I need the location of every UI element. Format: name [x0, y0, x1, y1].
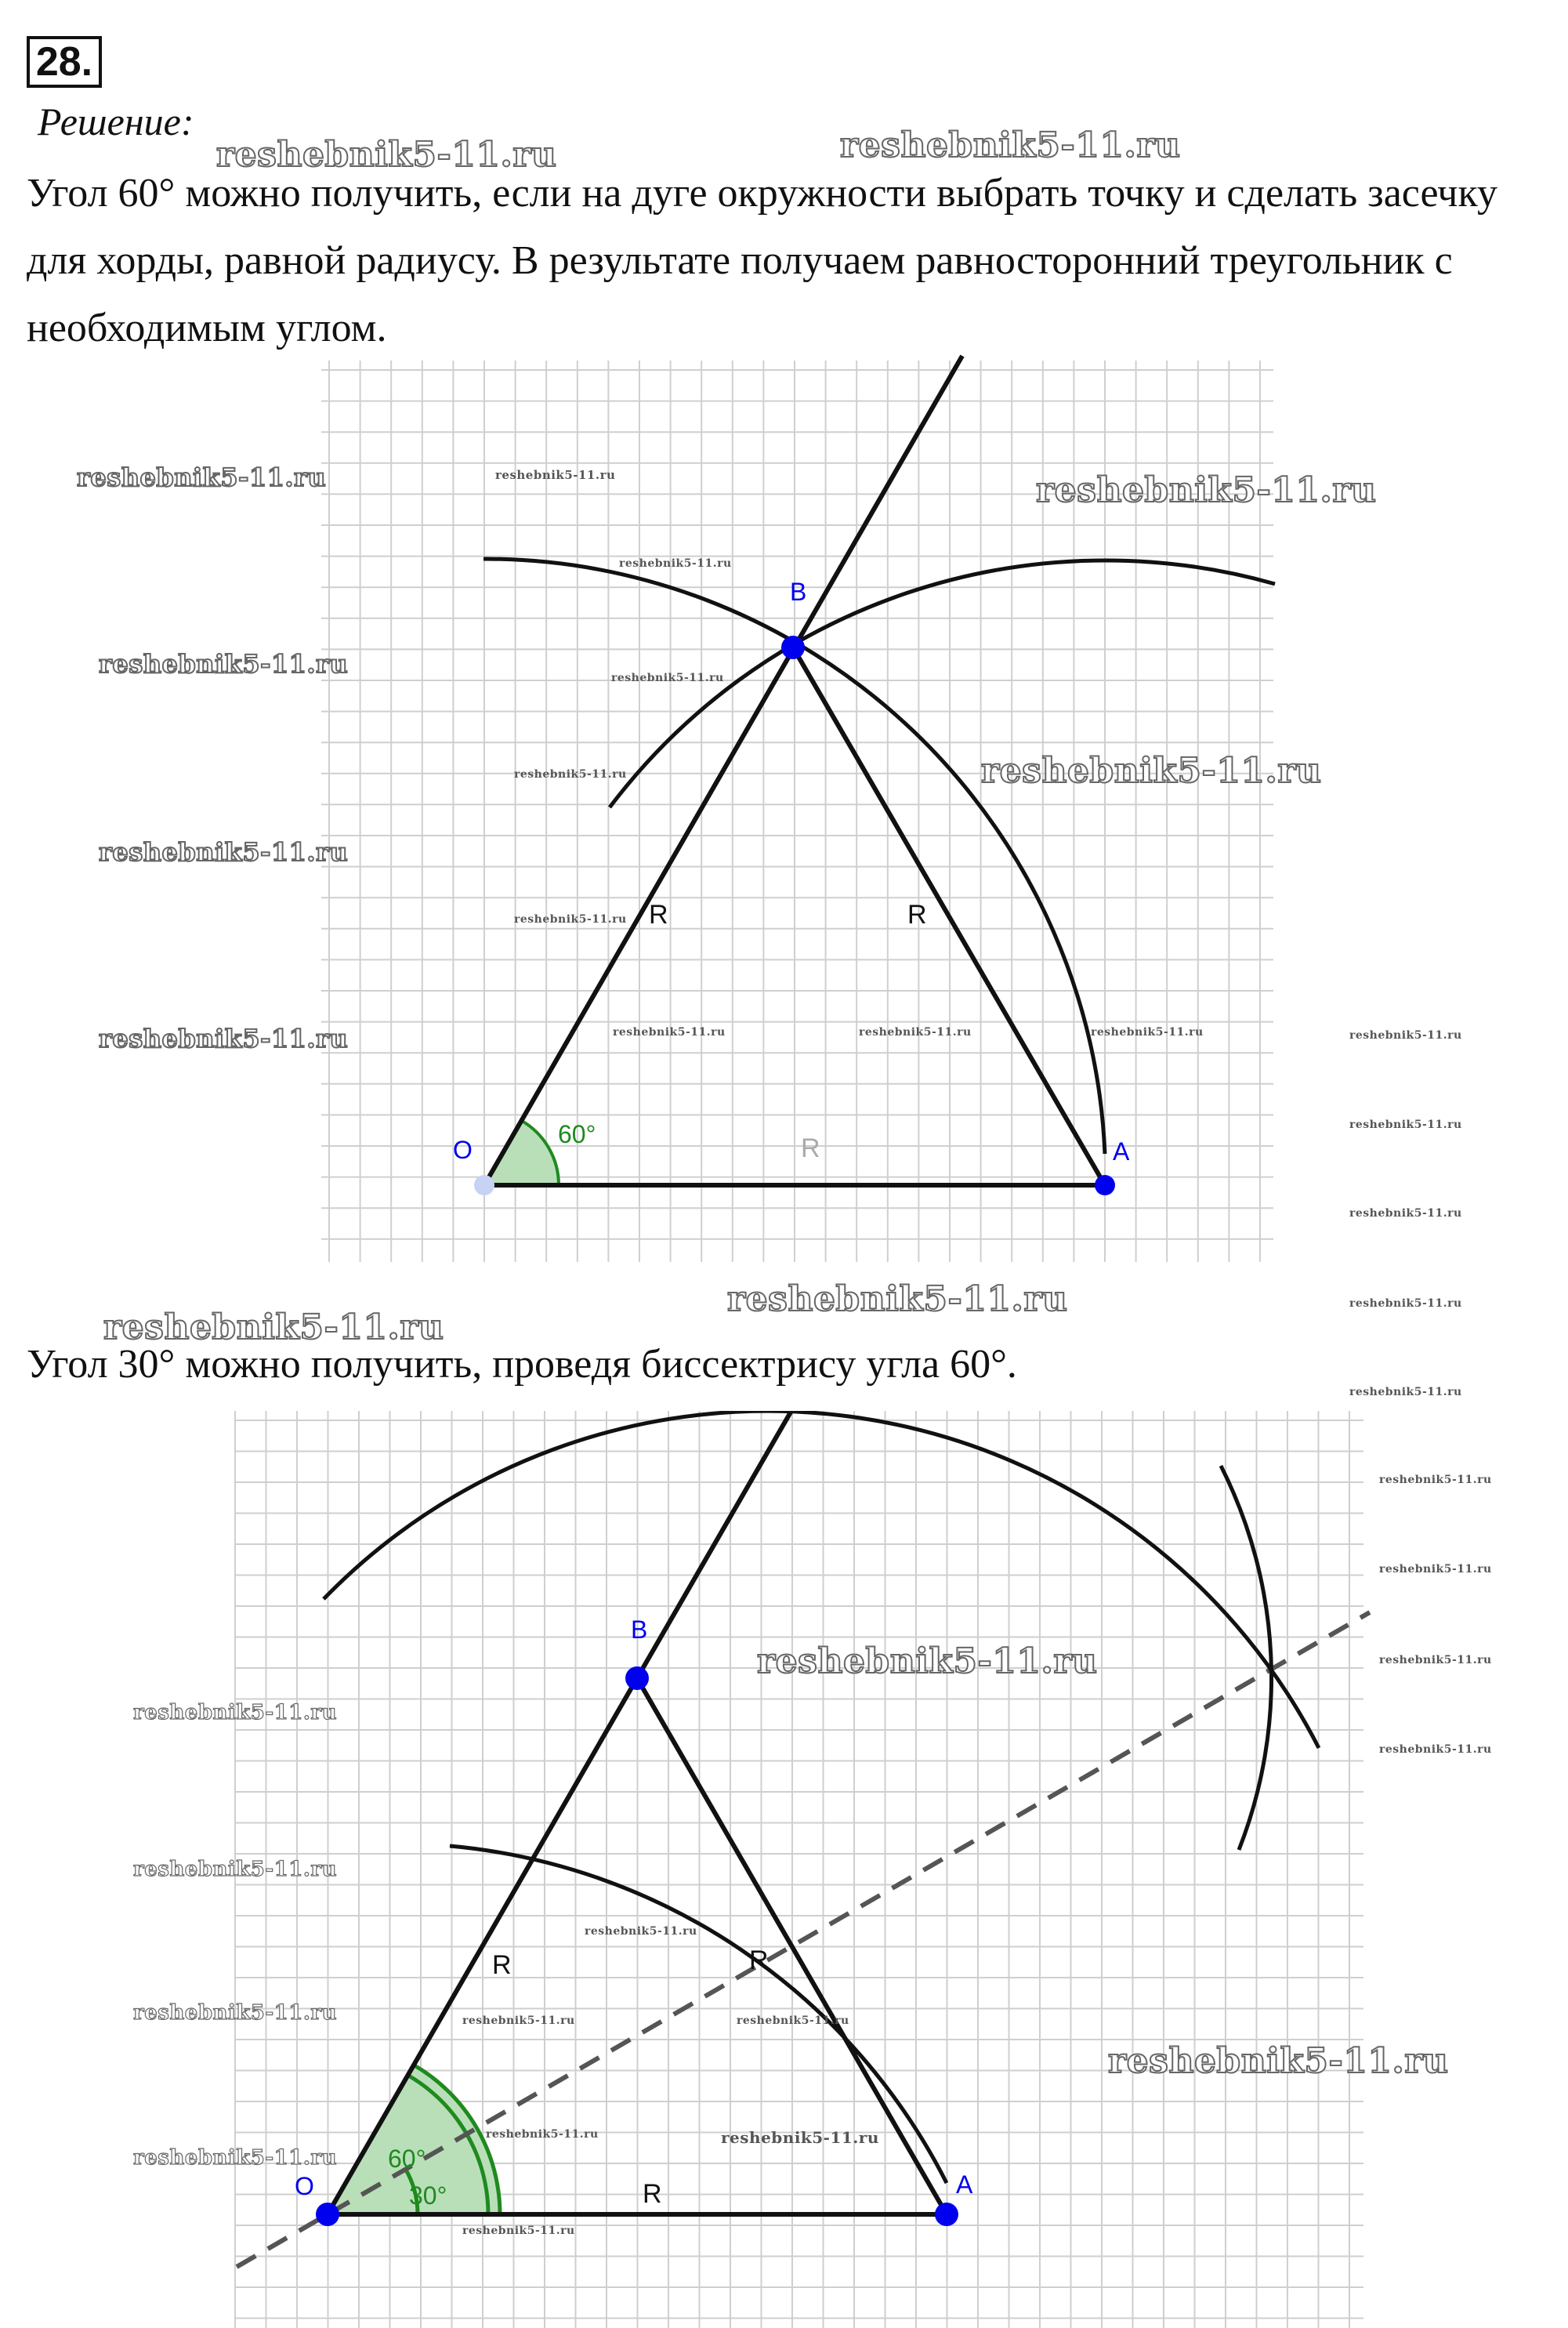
watermark-text: reshebnik5-11.ru	[1349, 1029, 1462, 1042]
watermark-text: reshebnik5-11.ru	[514, 913, 627, 926]
watermark-text: reshebnik5-11.ru	[133, 1701, 338, 1724]
watermark-text: reshebnik5-11.ru	[514, 768, 627, 781]
watermark-text: reshebnik5-11.ru	[859, 1026, 972, 1039]
watermark-text: reshebnik5-11.ru	[1036, 470, 1377, 510]
watermark-text: reshebnik5-11.ru	[840, 125, 1181, 165]
watermark-text: reshebnik5-11.ru	[77, 462, 327, 492]
label-R-AB: R	[907, 900, 927, 930]
angle-60-sector	[484, 1121, 559, 1185]
label-R-OA: R	[801, 1133, 820, 1163]
point-O	[316, 2203, 339, 2226]
watermark-text: reshebnik5-11.ru	[981, 751, 1322, 791]
label-O: O	[453, 1136, 473, 1164]
watermark-text: reshebnik5-11.ru	[757, 1641, 1098, 1681]
label-B: B	[631, 1615, 648, 1644]
watermark-text: reshebnik5-11.ru	[611, 672, 724, 684]
watermark-text: reshebnik5-11.ru	[613, 1026, 726, 1039]
point-O	[474, 1175, 494, 1195]
watermark-text: reshebnik5-11.ru	[737, 2014, 849, 2027]
watermark-text: reshebnik5-11.ru	[99, 837, 349, 867]
watermark-text: reshebnik5-11.ru	[1349, 1297, 1462, 1310]
point-A	[935, 2203, 958, 2226]
point-A	[1095, 1175, 1115, 1195]
label-R-AB: R	[749, 1945, 769, 1975]
watermark-text: reshebnik5-11.ru	[727, 1279, 1068, 1319]
watermark-text: reshebnik5-11.ru	[99, 1024, 349, 1053]
watermark-text: reshebnik5-11.ru	[133, 2146, 338, 2170]
watermark-text: reshebnik5-11.ru	[133, 2001, 338, 2025]
watermark-text: reshebnik5-11.ru	[216, 135, 557, 175]
label-R-OA: R	[643, 2179, 662, 2209]
watermark-text: reshebnik5-11.ru	[486, 2128, 599, 2141]
watermark-text: reshebnik5-11.ru	[495, 468, 616, 482]
label-R-OB: R	[649, 900, 668, 930]
watermark-text: reshebnik5-11.ru	[1349, 1119, 1462, 1131]
watermark-text: reshebnik5-11.ru	[1349, 1386, 1462, 1398]
watermark-text: reshebnik5-11.ru	[1379, 1474, 1492, 1486]
watermark-text: reshebnik5-11.ru	[1379, 1563, 1492, 1576]
problem-number: 28.	[27, 36, 102, 88]
label-angle-30: 30°	[409, 2181, 447, 2210]
watermark-text: reshebnik5-11.ru	[1091, 1026, 1204, 1039]
label-A: A	[1113, 1137, 1130, 1166]
watermark-text: reshebnik5-11.ru	[462, 2014, 575, 2027]
label-R-OB: R	[492, 1950, 512, 1980]
paragraph-60-degree: Угол 60° можно получить, если на дуге окружности выбрать точку и сделать засечку для хорды, равной радиусу. В результате получаем равносторонний треугольник с необходимым углом.	[27, 171, 1497, 350]
solution-label: Решение:	[38, 100, 194, 143]
watermark-text: reshebnik5-11.ru	[619, 557, 732, 570]
label-angle-60: 60°	[558, 1120, 596, 1148]
paragraph-30-degree: Угол 30° можно получить, проведя биссектрису угла 60°.	[27, 1342, 1017, 1387]
label-B: B	[790, 578, 807, 606]
watermark-text: reshebnik5-11.ru	[1379, 1654, 1492, 1666]
label-O: O	[295, 2172, 314, 2200]
watermark-text: reshebnik5-11.ru	[1108, 2041, 1449, 2081]
watermark-text: reshebnik5-11.ru	[133, 1858, 338, 1881]
watermark-text: reshebnik5-11.ru	[99, 649, 349, 679]
point-B	[625, 1666, 649, 1690]
watermark-text: reshebnik5-11.ru	[462, 2225, 575, 2237]
arc-center-A	[324, 1411, 1319, 1748]
label-angle-60: 60°	[388, 2145, 426, 2173]
watermark-text: reshebnik5-11.ru	[721, 2128, 879, 2147]
label-A: A	[956, 2170, 973, 2199]
watermark-text: reshebnik5-11.ru	[1349, 1207, 1462, 1220]
point-B	[781, 636, 805, 659]
watermark-text: reshebnik5-11.ru	[1379, 1743, 1492, 1756]
watermark-text: reshebnik5-11.ru	[103, 1307, 444, 1347]
watermark-text: reshebnik5-11.ru	[585, 1925, 697, 1938]
